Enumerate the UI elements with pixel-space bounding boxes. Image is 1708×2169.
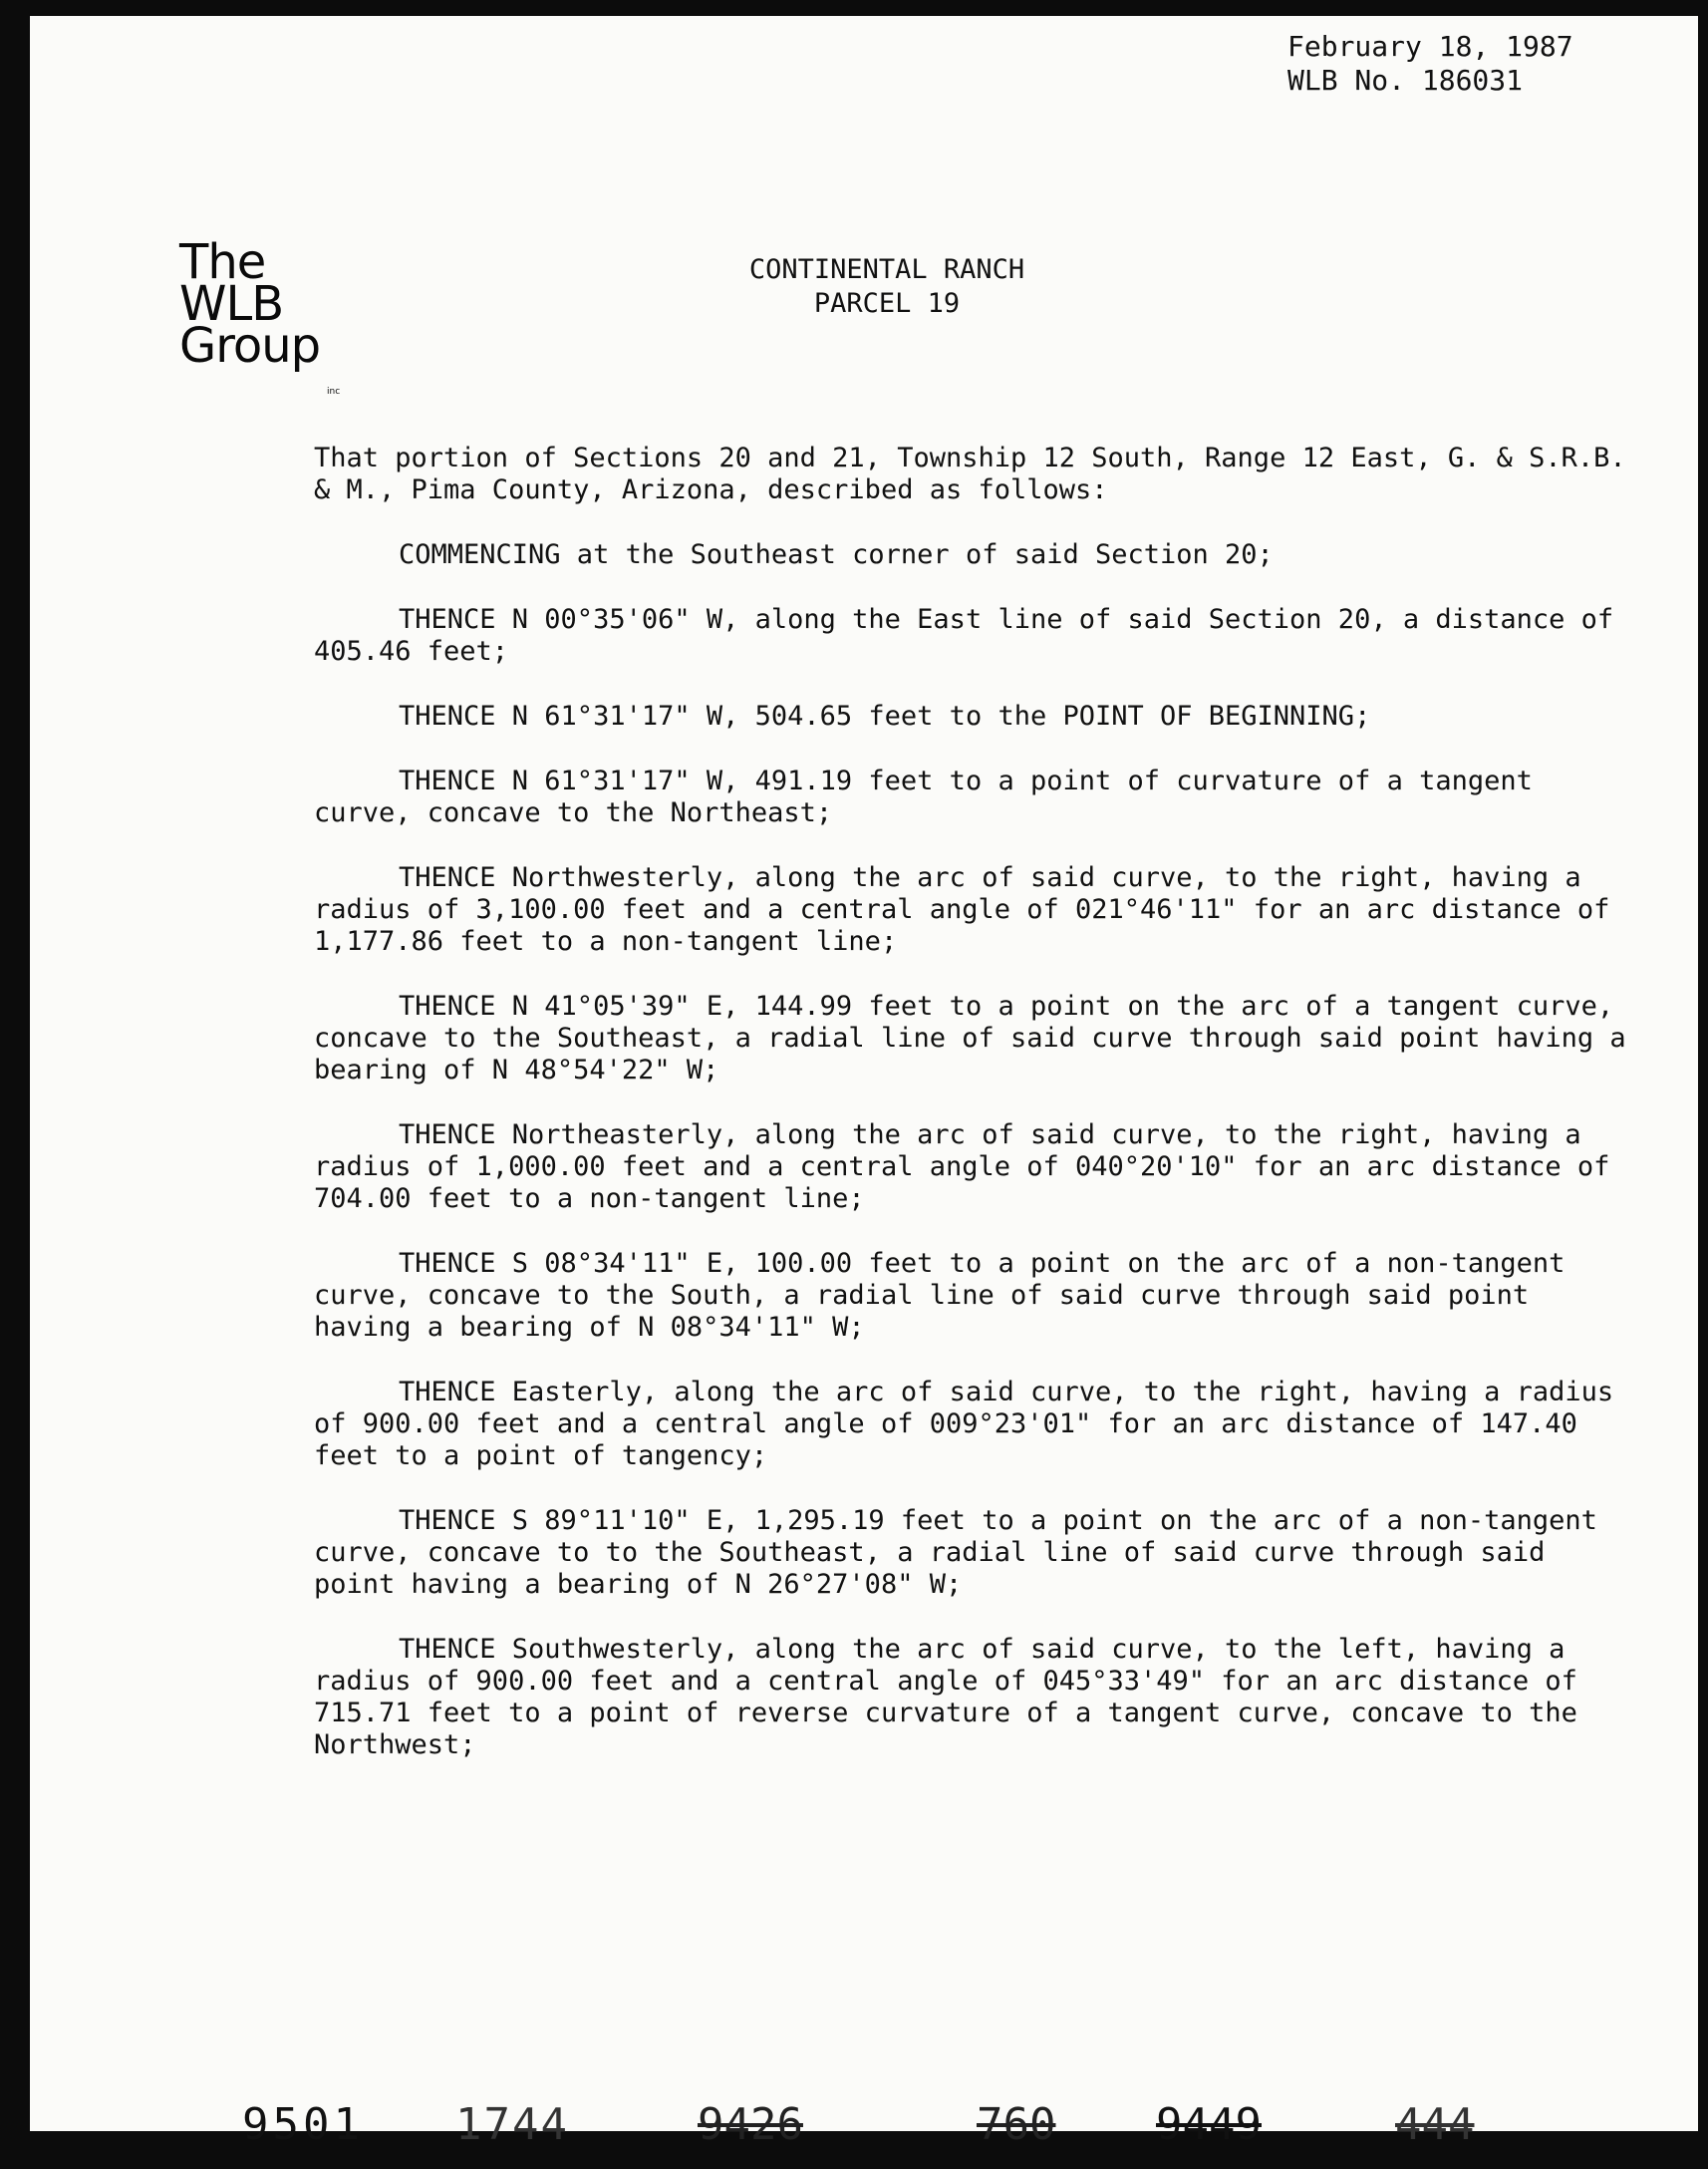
paragraph-thence: THENCE S 08°34'11" E, 100.00 feet to a point on the arc of a non-tangent curve, concave to the South, a radial line of said curve through said point having a bearing of N 08°34'11" W; [314, 1248, 1566, 1343]
paragraph-thence: THENCE N 61°31'17" W, 504.65 feet to the POINT OF BEGINNING; [399, 701, 1371, 732]
paragraph-thence: THENCE Easterly, along the arc of said curve, to the right, having a radius of 900.00 feet and a central angle of 009°23'01" for an arc distance of 147.40 feet to a point of tangency; [314, 1377, 1614, 1471]
paragraph-thence: THENCE Northwesterly, along the arc of said curve, to the right, having a radius of 3,100.00 feet and a central angle of 021°46'11" for an arc distance of 1,177.86 feet to a non-tangent line; [314, 862, 1610, 957]
footer-number-struck: 760 [977, 2099, 1056, 2150]
document-date: February 18, 1987 [1287, 30, 1573, 63]
logo-line-group: Group [179, 318, 321, 374]
paragraph-thence: THENCE N 41°05'39" E, 144.99 feet to a point on the arc of a tangent curve, concave to the Southeast, a radial line of said curve through said point having a bearing of N 48°54'22" W; [314, 991, 1626, 1085]
document-title [548, 253, 1226, 321]
footer-number-struck: 9426 [698, 2099, 803, 2150]
footer-numbers [30, 2099, 1698, 2169]
footer-number: 9501 [242, 2099, 364, 2150]
document-header-meta [1287, 30, 1573, 98]
title-line-2: PARCEL 19 [813, 288, 961, 319]
paragraph-thence: THENCE Southwesterly, along the arc of said curve, to the left, having a radius of 900.00 feet and a central angle of 045°33'49" for an arc distance of 715.71 feet to a point of reverse curvature of a tangent curve, concave to the Northwest; [314, 1634, 1577, 1760]
logo-line-the: The [179, 234, 266, 290]
logo-line-wlb: WLB [179, 276, 284, 332]
paragraph-thence: THENCE N 00°35'06" W, along the East line of said Section 20, a distance of 405.46 feet; [314, 604, 1614, 667]
wlb-group-logo [179, 234, 341, 397]
document-page [30, 16, 1698, 2150]
wlb-number: WLB No. 186031 [1287, 64, 1524, 97]
footer-number-struck: 444 [1395, 2099, 1475, 2150]
paragraph-intro: That portion of Sections 20 and 21, Township 12 South, Range 12 East, G. & S.R.B. & M., Pima County, Arizona, described as follows: [314, 443, 1626, 505]
legal-description [314, 443, 1629, 1794]
paragraph-thence: THENCE Northeasterly, along the arc of said curve, to the right, having a radius of 1,000.00 feet and a central angle of 040°20'10" for an arc distance of 704.00 feet to a non-tangent line; [314, 1119, 1610, 1214]
paragraph-commencing: COMMENCING at the Southeast corner of said Section 20; [399, 539, 1274, 570]
title-line-1: CONTINENTAL RANCH [748, 254, 1025, 285]
paragraph-thence: THENCE N 61°31'17" W, 491.19 feet to a point of curvature of a tangent curve, concave to the Northeast; [314, 766, 1533, 828]
paragraph-thence: THENCE S 89°11'10" E, 1,295.19 feet to a point on the arc of a non-tangent curve, concave to to the Southeast, a radial line of said curve through said point having a bearing of N 26°27'08" W; [314, 1505, 1597, 1600]
footer-number-struck: 9449 [1156, 2099, 1262, 2150]
logo-inc: inc [327, 387, 341, 397]
footer-number: 1744 [455, 2099, 569, 2150]
